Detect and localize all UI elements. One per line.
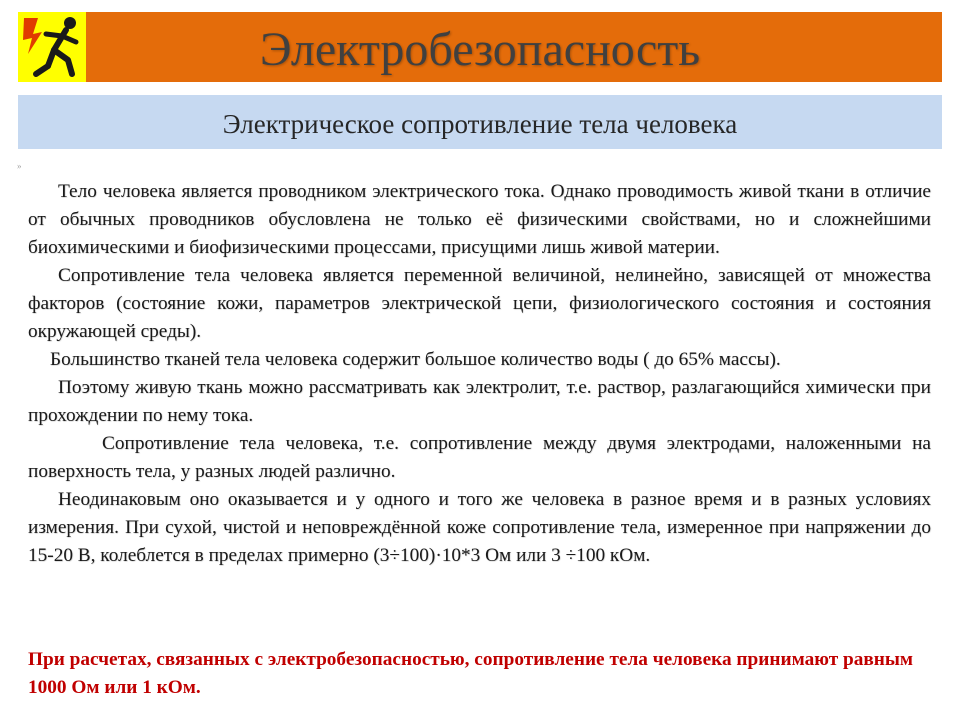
page-title: Электробезопасность xyxy=(259,23,701,76)
paragraph: Неодинаковым оно оказывается и у одного и того же человека в разное время и в разных условиях измерения. При сухой, чистой и неповреждённой коже сопротивление тела, измеренное при напряжении до 15-20 В, колеблется в пределах примерно (3÷100)·10*3 Ом или 3 ÷100 кОм. xyxy=(28,489,931,566)
paragraph: Поэтому живую ткань можно рассматривать как электролит, т.е. раствор, разлагающийся химически при прохождении по нему тока. xyxy=(28,377,931,426)
highlight-note: При расчетах, связанных с электробезопасностью, сопротивление тела человека принимают равным 1000 Ом или 1 кОм. xyxy=(28,649,914,698)
paragraph: Большинство тканей тела человека содержит большое количество воды ( до 65% массы). xyxy=(50,349,781,370)
body-text xyxy=(28,178,931,570)
bullet-marker: » xyxy=(17,161,22,171)
paragraph: Тело человека является проводником электрического тока. Однако проводимость живой ткани в отличие от обычных проводников обусловлена не только её физическими свойствами, но и сложнейшими биохимическими и биофизическими процессами, присущими лишь живой материи. xyxy=(28,181,931,258)
paragraph: Сопротивление тела человека является переменной величиной, нелинейно, зависящей от множества факторов (состояние кожи, параметров электрической цепи, физиологического состояния и состояния окружающей среды). xyxy=(28,265,931,342)
section-subtitle: Электрическое сопротивление тела человека xyxy=(222,109,738,139)
paragraph: Сопротивление тела человека, т.е. сопротивление между двумя электродами, наложенными на поверхность тела, у разных людей различно. xyxy=(28,433,931,482)
